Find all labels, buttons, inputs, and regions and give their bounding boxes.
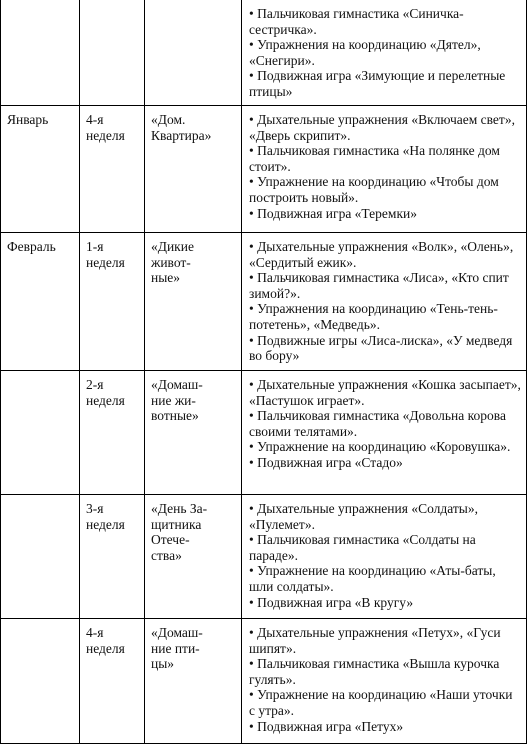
week-cell-text: 4-я неделя xyxy=(86,625,125,656)
week-cell xyxy=(80,371,145,495)
theme-cell xyxy=(145,106,242,233)
activity-item: • Подвижная игра «Стадо» xyxy=(249,454,403,470)
week-cell-text: 4-я неделя xyxy=(86,112,125,143)
month-cell xyxy=(1,106,80,233)
activity-item: • Подвижные игры «Лиса-лиска», «У медведя во бору» xyxy=(249,332,513,364)
activity-item: • Дыхательные упражнения «Волк», «Олень», «Сердитый ежик». xyxy=(249,239,514,270)
month-cell xyxy=(1,371,80,495)
table-row xyxy=(1,0,527,106)
theme-cell xyxy=(145,495,242,619)
activities-cell xyxy=(242,371,527,495)
table-row xyxy=(1,619,527,744)
theme-cell xyxy=(145,619,242,744)
week-cell xyxy=(80,495,145,619)
table-row xyxy=(1,371,527,495)
activity-item: • Подвижная игра «Теремки» xyxy=(249,205,417,221)
activity-item: • Дыхательные упражнения «Солдаты», «Пулемет». xyxy=(249,501,479,532)
activity-item: • Пальчиковая гимнастика «Вышла курочка гулять». xyxy=(249,656,500,687)
week-cell-text: 3-я неделя xyxy=(86,501,125,532)
theme-cell xyxy=(145,233,242,371)
activity-item: • Дыхательные упражнения «Петух», «Гуси шипят». xyxy=(249,625,501,656)
month-cell-text: Январь xyxy=(7,112,49,127)
theme-cell-text: «Дом. Квартира» xyxy=(151,112,212,143)
month-cell-text: Февраль xyxy=(7,239,56,254)
theme-cell xyxy=(145,0,242,106)
week-cell-text: 2-я неделя xyxy=(86,377,125,408)
activity-item: • Подвижная игра «Петух» xyxy=(249,718,404,734)
week-cell-text: 1-я неделя xyxy=(86,239,125,270)
activities-cell xyxy=(242,0,527,106)
theme-cell-text: «День За- щитника Отече- ства» xyxy=(151,501,208,563)
activities-cell xyxy=(242,619,527,744)
month-cell xyxy=(1,619,80,744)
activity-item: • Упражнение на координацию «Чтобы дом построить новый». xyxy=(249,174,499,205)
activity-item: • Подвижная игра «Зимующие и перелетные птицы» xyxy=(249,68,506,99)
theme-cell-text: «Домаш- ние жи- вотные» xyxy=(151,377,203,424)
activity-item: • Упражнение на координацию «Наши уточки с утра». xyxy=(249,687,513,718)
activity-item: • Дыхательные упражнения «Включаем свет», «Дверь скрипит». xyxy=(249,112,515,143)
activity-item: • Пальчиковая гимнастика «Синичка-сестричка». xyxy=(249,6,464,37)
activity-item: • Пальчиковая гимнастика «Лиса», «Кто спит зимой?». xyxy=(249,270,509,301)
table-row xyxy=(1,233,527,371)
activity-item: • Подвижная игра «В кругу» xyxy=(249,594,414,610)
week-cell xyxy=(80,619,145,744)
week-cell xyxy=(80,106,145,233)
month-cell xyxy=(1,0,80,106)
month-cell xyxy=(1,495,80,619)
table-row xyxy=(1,495,527,619)
week-cell xyxy=(80,0,145,106)
activities-cell xyxy=(242,233,527,371)
activity-item: • Пальчиковая гимнастика «Солдаты на параде». xyxy=(249,532,476,563)
activity-item: • Дыхательные упражнения «Кошка засыпает», «Пастушок играет». xyxy=(249,377,521,408)
activities-cell xyxy=(242,106,527,233)
table-row xyxy=(1,106,527,233)
theme-cell xyxy=(145,371,242,495)
activity-item: • Упражнение на координацию «Коровушка». xyxy=(249,439,511,455)
week-cell xyxy=(80,233,145,371)
activity-item: • Упражнение на координацию «Аты-баты, шли солдаты». xyxy=(249,563,496,594)
activity-item: • Упражнения на координацию «Дятел», «Снегири». xyxy=(249,37,481,68)
month-cell xyxy=(1,233,80,371)
theme-cell-text: «Домаш- ние пти- цы» xyxy=(151,625,203,672)
activities-cell xyxy=(242,495,527,619)
theme-cell-text: «Дикие живот- ные» xyxy=(151,239,194,286)
activity-item: • Пальчиковая гимнастика «Довольна корова своими телятами». xyxy=(249,408,506,439)
plan-table-body xyxy=(1,0,527,744)
activity-item: • Пальчиковая гимнастика «На полянке дом стоит». xyxy=(249,143,500,174)
activity-item: • Упражнения на координацию «Тень-тень-потетень», «Медведь». xyxy=(249,301,498,332)
